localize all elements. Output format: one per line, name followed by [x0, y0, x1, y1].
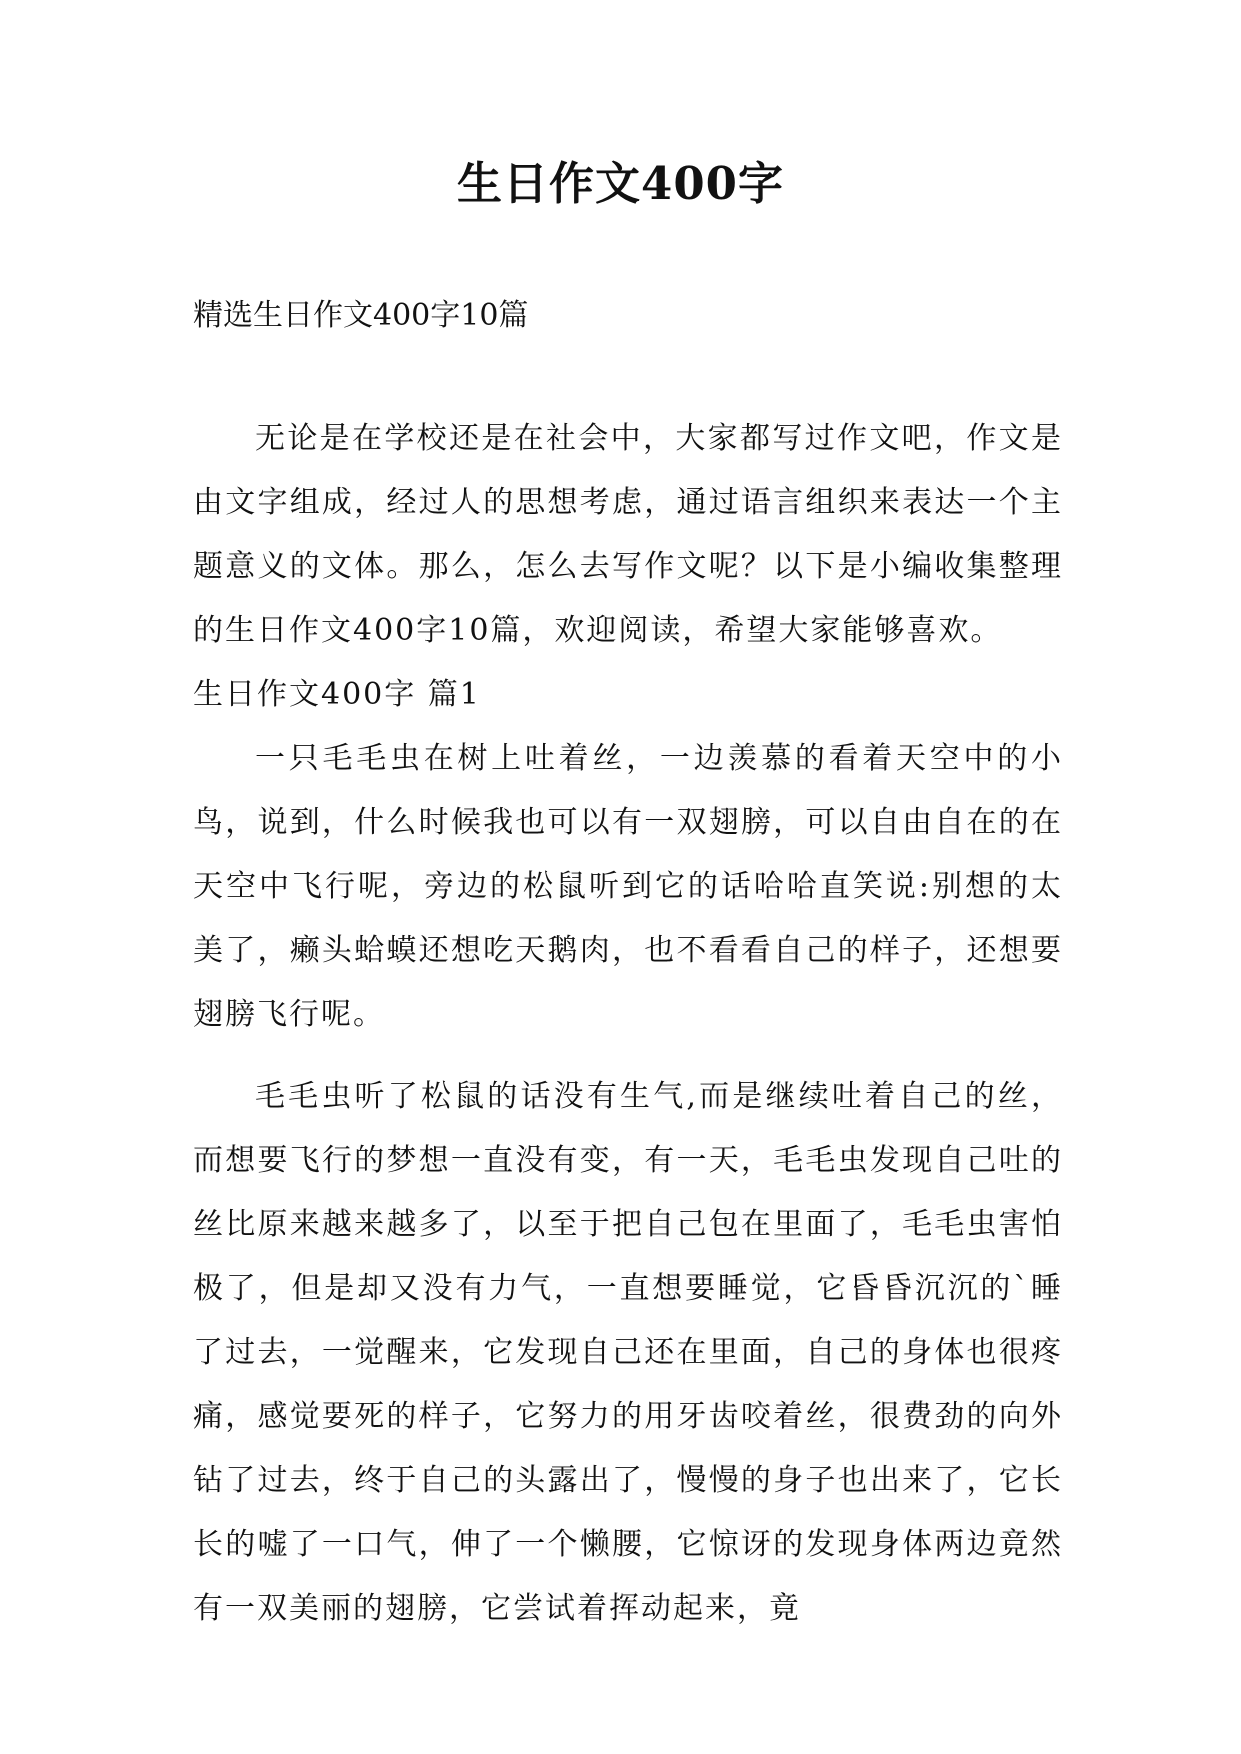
body-paragraph: 毛毛虫听了松鼠的话没有生气,而是继续吐着自己的丝，而想要飞行的梦想一直没有变，有一天，毛毛虫发现自己吐的丝比原来越来越多了，以至于把自己包在里面了，毛毛虫害怕极了，但是却又没有力气，一直想要睡觉，它昏昏沉沉的`睡了过去，一觉醒来，它发现自己还在里面，自己的身体也很疼痛，感觉要死的样子，它努力的用牙齿咬着丝，很费劲的向外钻了过去，终于自己的头露出了，慢慢的身子也出来了，它长长的嘘了一口气，伸了一个懒腰，它惊讶的发现身体两边竟然有一双美丽的翅膀，它尝试着挥动起来，竟: [193, 1079, 1063, 1626]
body-paragraph: 一只毛毛虫在树上吐着丝，一边羡慕的看着天空中的小鸟，说到，什么时候我也可以有一双翅膀，可以自由自在的在天空中飞行呢，旁边的松鼠听到它的话哈哈直笑说:别想的太美了，癞头蛤蟆还想吃天鹅肉，也不看看自己的样子，还想要翅膀飞行呢。: [193, 741, 1063, 1032]
section-heading: 生日作文400字 篇1: [193, 677, 481, 712]
intro-paragraph: 无论是在学校还是在社会中，大家都写过作文吧，作文是由文字组成，经过人的思想考虑，通过语言组织来表达一个主题意义的文体。那么，怎么去写作文呢？以下是小编收集整理的生日作文400字10篇，欢迎阅读，希望大家能够喜欢。: [193, 421, 1063, 648]
document-title: 生日作文400字: [457, 157, 784, 210]
document-body: [193, 407, 1063, 1641]
document-subtitle: 精选生日作文400字10篇: [193, 298, 529, 333]
paragraph-gap: [193, 1047, 1063, 1065]
